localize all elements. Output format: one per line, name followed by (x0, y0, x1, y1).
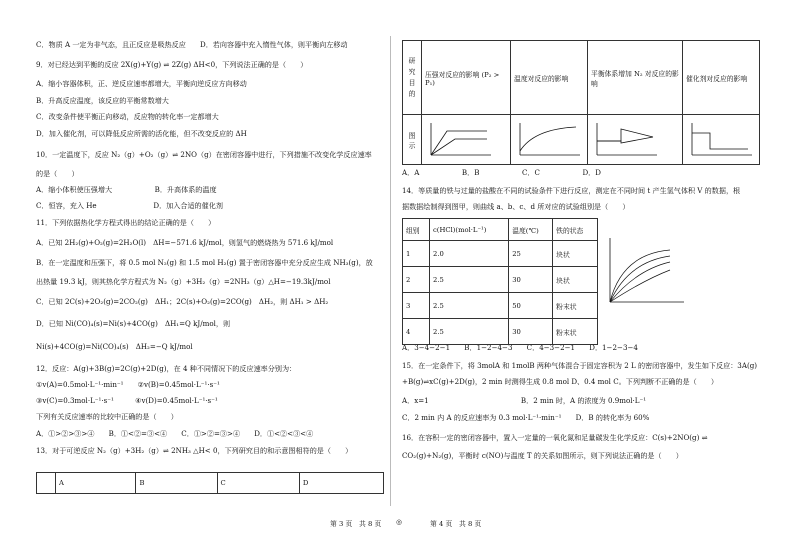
table-cell-d: D (299, 473, 383, 494)
table-cell-a: A (56, 473, 136, 494)
q14-header-conc: c(HCl)(mol·L⁻¹) (430, 219, 509, 241)
q11-option-d: D．已知 Ni(CO)₄(s)=Ni(s)+4CO(g) ΔH₁=Q kJ/mol，则 (36, 319, 231, 328)
cell: 2.0 (430, 241, 509, 267)
q14-answer-options: A．3−4−2−1 B．1−2−4−3 C．4−3−2−1 D．1−2−3−4 (402, 343, 638, 352)
table-row (403, 267, 598, 293)
purpose-a: 压强对反应的影响 (P₂ > P₁) (422, 41, 511, 115)
q13-answer-table (36, 472, 384, 494)
cell: 粉末状 (553, 293, 598, 319)
cell: 2.5 (430, 319, 509, 345)
q15-options-ab: A．x=1 B．2 min 时，A 的浓度为 0.9mol·L⁻¹ (402, 396, 647, 405)
q14-stem: 14．等质量的铁与过量的盐酸在不同的试验条件下进行反应，测定在不同时间 t 产生氢气体积 V 的数据，根 (402, 186, 741, 195)
cell: 2 (403, 267, 430, 293)
table-cell-c: C (217, 473, 299, 494)
cell: 块状 (553, 241, 598, 267)
figure-a (422, 115, 511, 165)
q15-stem: 15．在一定条件下，将 3molA 和 1molB 两种气体混合于固定容积为 2 L 的密闭容器中，发生如下反应：3A(g) (402, 361, 758, 370)
table-row (403, 293, 598, 319)
q14-table (402, 218, 598, 345)
cell: 块状 (553, 267, 598, 293)
q9-option-a: A．缩小容器体积，正、逆反应速率都增大，平衡向逆反应方向移动 (36, 79, 247, 88)
cell: 4 (403, 319, 430, 345)
figure-b (511, 115, 588, 165)
q14-header-temp: 温度(℃) (509, 219, 553, 241)
q10-stem-cont: 的是（ ） (36, 169, 79, 178)
cell: 30 (509, 267, 553, 293)
cell: 1 (403, 241, 430, 267)
q11-option-b: B．在一定温度和压强下，将 0.5 mol N₂(g) 和 1.5 mol H₂(g) 置于密闭容器中充分反应生成 NH₃(g)，放 (36, 258, 373, 267)
figure-d (682, 115, 759, 165)
purpose-c: 平衡体系增加 N₂ 对反应的影响 (588, 41, 683, 115)
purpose-d: 催化剂对反应的影响 (682, 41, 759, 115)
figure-c-graph (591, 119, 661, 159)
table-cell-b: B (136, 473, 217, 494)
cell: 2.5 (430, 293, 509, 319)
cell: 25 (509, 241, 553, 267)
q11-stem: 11．下列依据热化学方程式得出的结论正确的是（ ） (36, 218, 216, 227)
q11-option-a: A．已知 2H₂(g)+O₂(g)=2H₂O(l) ΔH=−571.6 kJ/mol，则氢气的燃烧热为 571.6 kJ/mol (36, 238, 334, 247)
footer-mark: ◎ (396, 518, 402, 526)
q10-stem: 10．一定温度下，反应 N₂（g）+O₂（g）⇌ 2NO（g）在密闭容器中进行，下列措施不改变化学反应速率 (36, 150, 372, 159)
cell: 3 (403, 293, 430, 319)
column-divider (390, 36, 391, 506)
row-head-figure: 图示 (403, 115, 422, 165)
q14-volume-time-graph (600, 232, 690, 312)
q15-options-cd: C．2 min 内 A 的反应速率为 0.3 mol·L⁻¹·min⁻¹ D．B 的转化率为 60% (402, 413, 650, 422)
q12-rates-12: ①v(A)=0.5mol·L⁻¹·min⁻¹ ②v(B)=0.45mol·L⁻¹·s⁻¹ (36, 380, 220, 389)
figure-c (588, 115, 683, 165)
table-cell-blank (37, 473, 56, 494)
q14-stem-cont: 据数据绘制得到图甲，则曲线 a、b、c、d 所对应的试验组别是（ ） (402, 202, 630, 211)
q12-stem: 12．反应：A(g)+3B(g)=2C(g)+2D(g)，在 4 种不同情况下的反应速率分别为： (36, 364, 297, 373)
q11-option-c: C．已知 2C(s)+2O₂(g)=2CO₂(g) ΔH₁；2C(s)+O₂(g)=2CO(g) ΔH₂，则 ΔH₁ > ΔH₂ (36, 297, 329, 306)
q15-stem-cont: +B(g)⇌xC(g)+2D(g)，2 min 时测得生成 0.8 mol D、0.4 mol C。下列判断不正确的是（ ） (402, 377, 718, 386)
figure-b-graph (514, 119, 584, 159)
q11-option-b-cont: 出热量 19.3 kJ，则其热化学方程式为 N₂（g）+3H₂（g）=2NH₃（g）△H=−19.3kJ/mol (36, 277, 331, 286)
q10-options-ab: A．缩小体积使压强增大 B．升高体系的温度 (36, 185, 217, 194)
q9-option-d: D．加入催化剂，可以降低反应所需的活化能，但不改变反应的 ΔH (36, 129, 247, 138)
q14-header-state: 铁的状态 (553, 219, 598, 241)
q8-option-cd: C．物质 A 一定为非气态，且正反应是吸热反应 D．若向容器中充入惰性气体，则平衡向左移动 (36, 40, 348, 49)
q16-stem-cont: CO₂(g)+N₂(g)，平衡时 c(NO)与温度 T 的关系如图所示，则下列说法正确的是（ ） (402, 451, 683, 460)
q12-options: A．①>②>③>④ B．①<②=③<④ C．①>②=③>④ D．①<②<③<④ (36, 429, 314, 438)
figure-d-graph (686, 119, 756, 159)
q14-header-group: 组别 (403, 219, 430, 241)
q13-figure-table (402, 40, 760, 165)
cell: 30 (509, 319, 553, 345)
cell: 粉末状 (553, 319, 598, 345)
table-row (403, 241, 598, 267)
q13-answer-options: A．A B．B C．C D．D (402, 168, 601, 177)
q13-stem: 13．对于可逆反应 N₂（g）+3H₂（g）⇌ 2NH₃ △H< 0，下列研究目的和示意图相符的是（ ） (36, 446, 353, 455)
q11-option-d-cont: Ni(s)+4CO(g)=Ni(CO)₄(s) ΔH₂=−Q kJ/mol (36, 342, 193, 351)
q16-stem: 16．在容积一定的密闭容器中，置入一定量的一氧化氮和足量碳发生化学反应：C(s)+2NO(g) ⇌ (402, 433, 708, 442)
cell: 50 (509, 293, 553, 319)
table-row (403, 319, 598, 345)
q10-options-cd: C．恒容，充入 He D．加入合适的催化剂 (36, 201, 223, 210)
cell: 2.5 (430, 267, 509, 293)
q9-stem: 9．对已经达到平衡的反应 2X(g)+Y(g) ⇌ 2Z(g) ΔH<0，下列说法正确的是（ ） (36, 60, 308, 69)
figure-a-graph (425, 119, 495, 159)
q12-rates-34: ③v(C)=0.3mol·L⁻¹·s⁻¹ ④v(D)=0.45mol·L⁻¹·s⁻¹ (36, 396, 218, 405)
footer-page-left: 第 3 页 共 8 页 (330, 520, 382, 528)
q12-question: 下列有关反应速率的比较中正确的是（ ） (36, 412, 178, 421)
q9-option-c: C．改变条件使平衡正向移动，反应物的转化率一定都增大 (36, 112, 219, 121)
row-head-purpose: 研究目的 (403, 41, 422, 115)
purpose-b: 温度对反应的影响 (511, 41, 588, 115)
q9-option-b: B．升高反应温度，该反应的平衡常数增大 (36, 96, 169, 105)
footer-page-right: 第 4 页 共 8 页 (430, 520, 482, 528)
